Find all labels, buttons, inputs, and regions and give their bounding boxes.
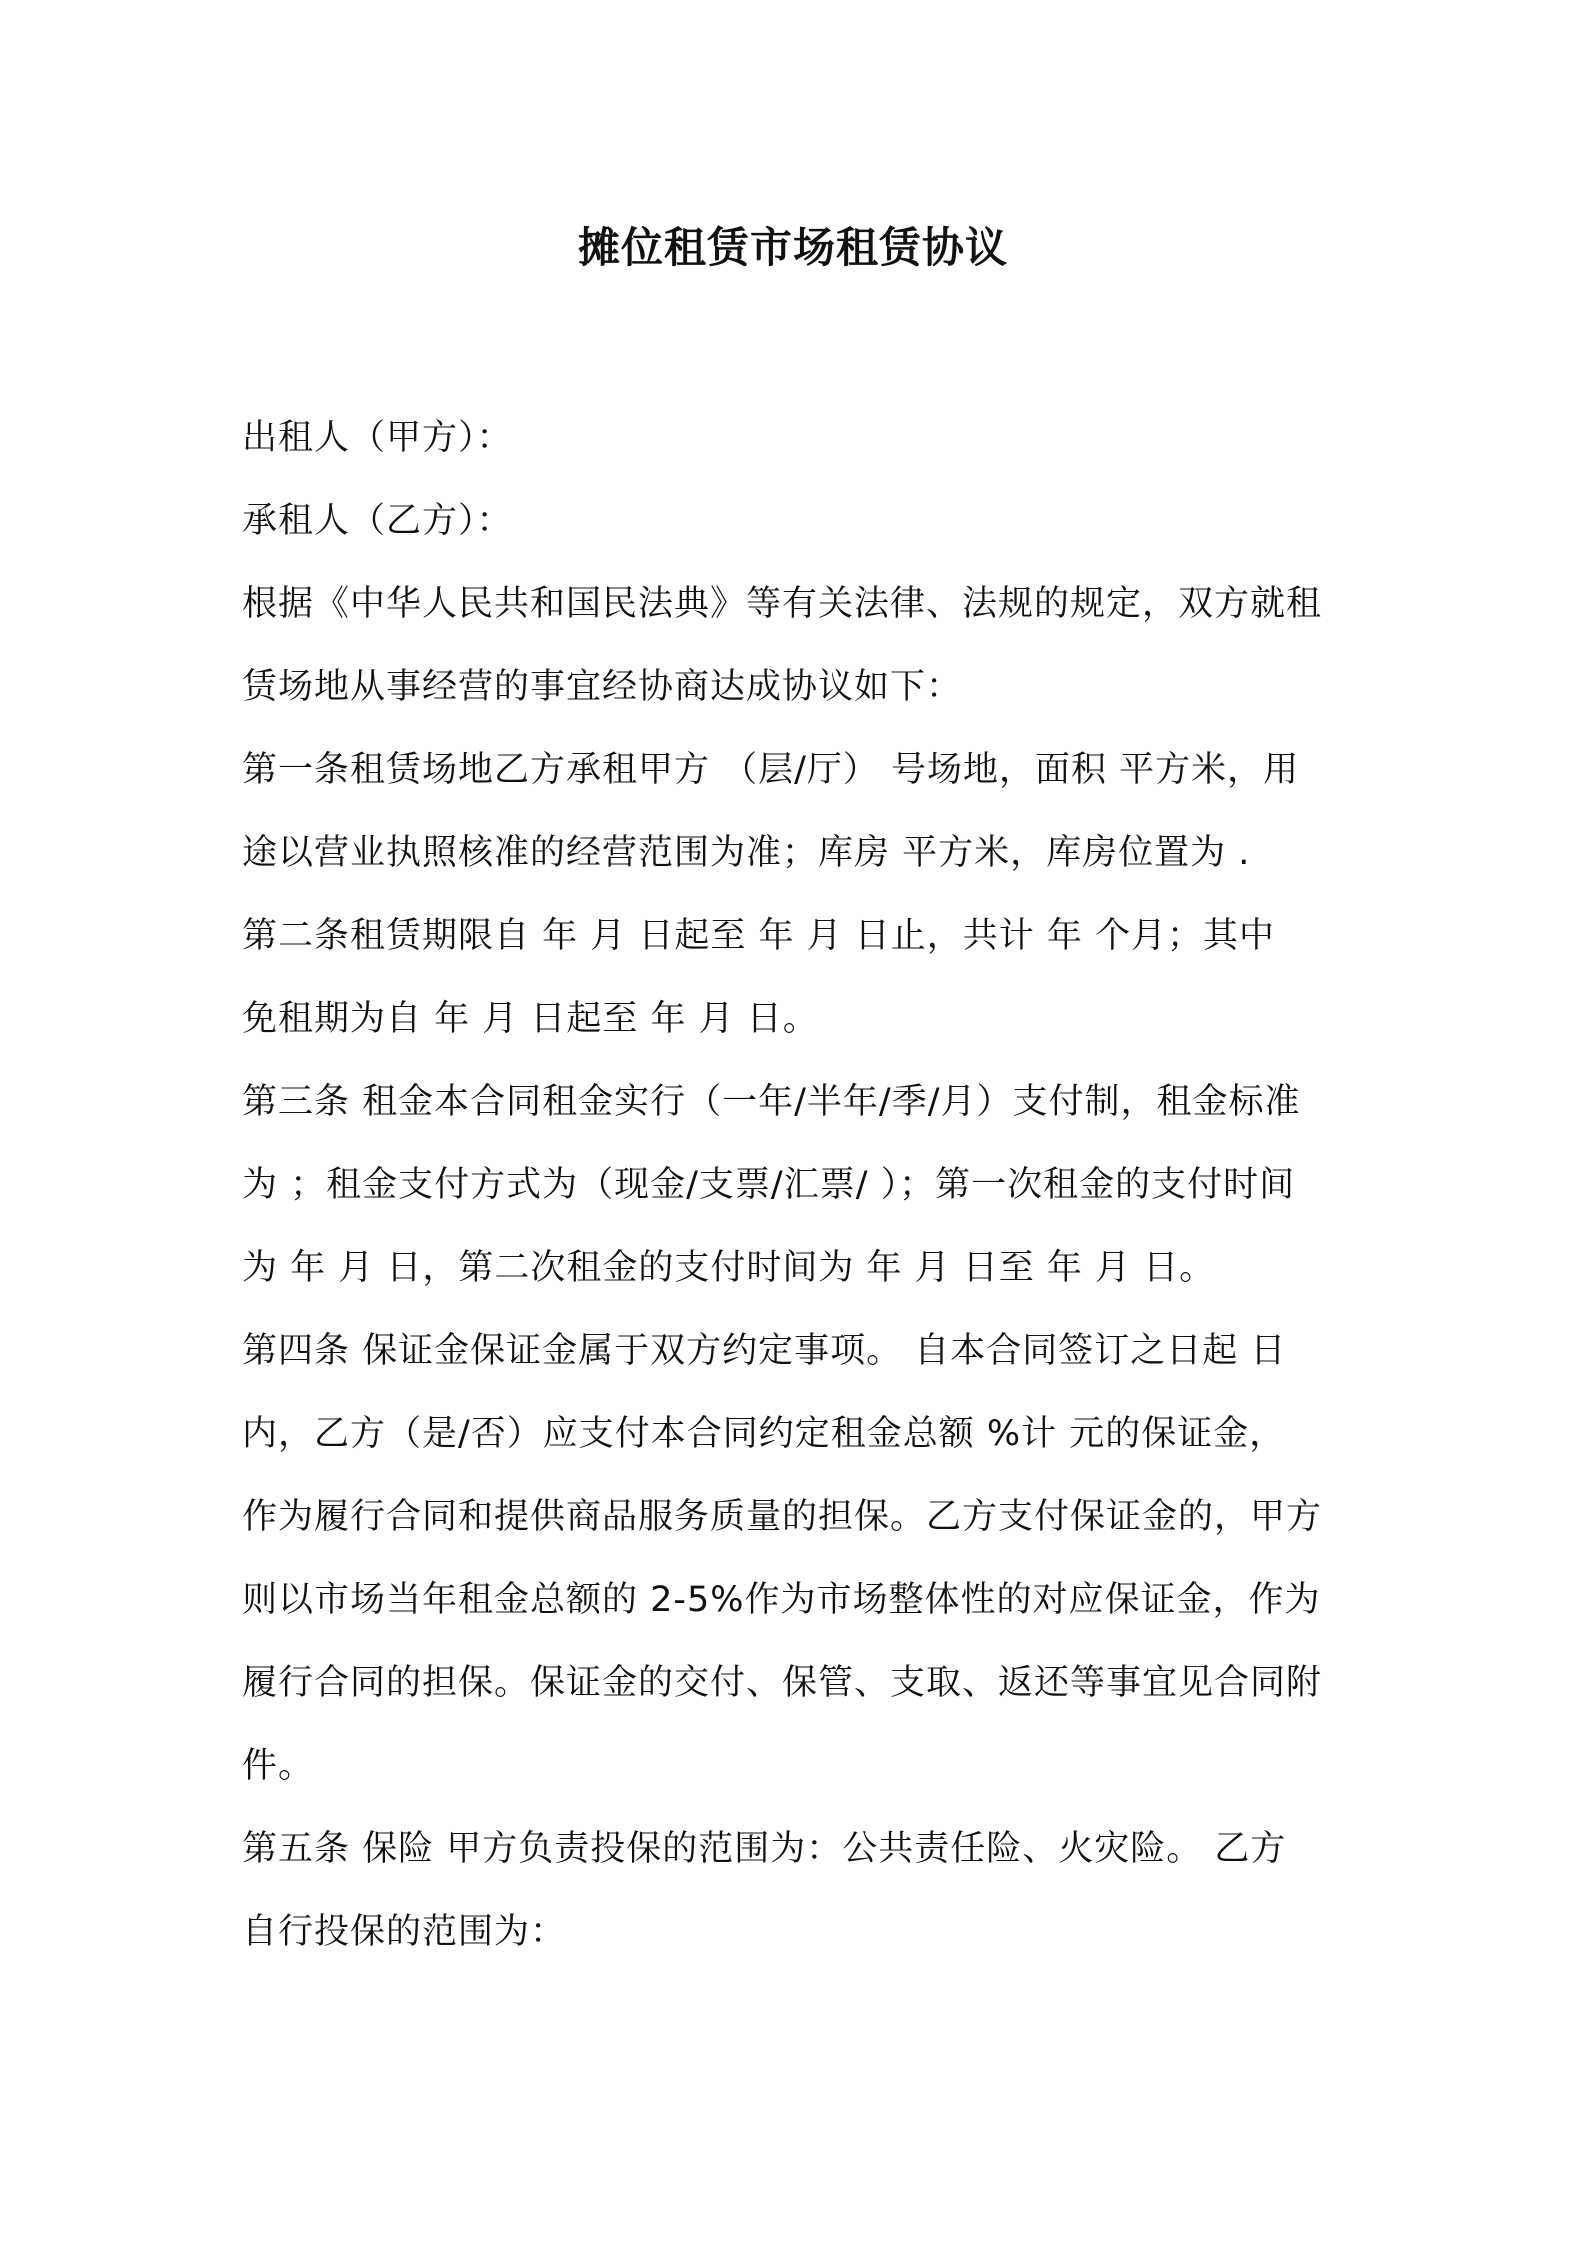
article-3-line-2: 为 ；租金支付方式为（现金/支票/汇票/ ）；第一次租金的支付时间 (242, 1165, 1296, 1205)
article-4-line-5: 履行合同的担保。保证金的交付、保管、支取、返还等事宜见合同附 (242, 1663, 1323, 1703)
article-4-line-6: 件。 (242, 1746, 315, 1786)
article-4-line-2: 内，乙方（是/否）应支付本合同约定租金总额 %计 元的保证金， (242, 1414, 1286, 1454)
party-b-line: 承租人（乙方）： (242, 501, 513, 541)
article-3-line-3: 为 年 月 日，第二次租金的支付时间为 年 月 日至 年 月 日。 (242, 1248, 1216, 1288)
article-4-line-3: 作为履行合同和提供商品服务质量的担保。乙方支付保证金的，甲方 (242, 1497, 1323, 1537)
article-2-line-1: 第二条租赁期限自 年 月 日起至 年 月 日止，共计 年 个月；其中 (242, 916, 1276, 956)
article-5-line-2: 自行投保的范围为： (242, 1912, 567, 1952)
article-4-line-1: 第四条 保证金保证金属于双方约定事项。 自本合同签订之日起 日 (242, 1331, 1287, 1371)
article-2-line-2: 免租期为自 年 月 日起至 年 月 日。 (242, 999, 819, 1039)
article-5-line-1: 第五条 保险 甲方负责投保的范围为：公共责任险、火灾险。 乙方 (242, 1829, 1287, 1869)
document-title: 摊位租赁市场租赁协议 (577, 223, 1008, 272)
article-1-line-1: 第一条租赁场地乙方承租甲方 （层/厅） 号场地，面积 平方米，用 (242, 750, 1300, 790)
article-1-line-2: 途以营业执照核准的经营范围为准；库房 平方米，库房位置为 . (242, 833, 1251, 873)
article-3-line-1: 第三条 租金本合同租金实行（一年/半年/季/月）支付制，租金标准 (242, 1082, 1301, 1122)
party-a-line: 出租人（甲方）： (242, 418, 513, 458)
preamble-line-1: 根据《中华人民共和国民法典》等有关法律、法规的规定，双方就租 (242, 584, 1323, 624)
article-4-line-4: 则以市场当年租金总额的 2-5%作为市场整体性的对应保证金，作为 (242, 1580, 1321, 1620)
preamble-line-2: 赁场地从事经营的事宜经协商达成协议如下： (242, 667, 963, 707)
document-body (242, 408, 1352, 1985)
